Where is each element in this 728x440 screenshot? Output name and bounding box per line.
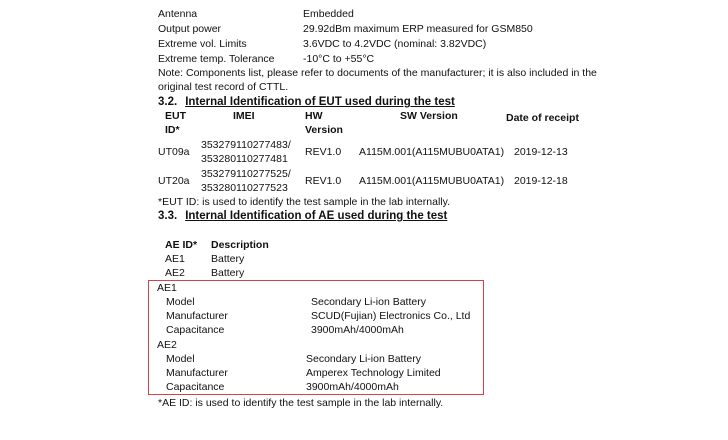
eut-row1-date: 2019-12-13 (514, 146, 568, 158)
section-number-ae: 3.3. (158, 210, 178, 222)
eut-header-hw-version: Version (305, 124, 343, 136)
ae2-model-value: Secondary Li-ion Battery (306, 353, 421, 365)
ae2-model-label: Model (166, 353, 195, 365)
eut-header-imei: IMEI (233, 110, 255, 122)
ae1-capacitance-label: Capacitance (166, 324, 225, 336)
spec-label-vol-limits: Extreme vol. Limits (158, 38, 247, 50)
ae2-capacitance-label: Capacitance (166, 381, 225, 393)
components-note-line1: Note: Components list, please refer to documents of the manufacturer; it is also included in the (158, 67, 597, 79)
ae2-capacitance-value: 3900mAh/4000mAh (306, 381, 399, 393)
ae2-manufacturer-value: Amperex Technology Limited (306, 367, 441, 379)
ae2-manufacturer-label: Manufacturer (166, 367, 228, 379)
eut-header-eut: EUT (165, 110, 186, 122)
spec-label-antenna: Antenna (158, 8, 198, 20)
section-heading-eut (158, 95, 455, 109)
eut-row1-imei2: 353280110277481 (201, 153, 288, 165)
eut-header-sw: SW Version (400, 110, 458, 122)
ae1-details-name: AE1 (157, 282, 177, 294)
eut-header-date: Date of receipt (506, 112, 579, 124)
eut-row2-imei1: 353279110277525/ (201, 168, 291, 180)
section-number-eut: 3.2. (158, 96, 178, 108)
eut-row2-id: UT20a (158, 175, 190, 187)
eut-row1-imei1: 353279110277483/ (201, 139, 291, 151)
ae1-model-label: Model (166, 296, 195, 308)
ae-row1-id: AE1 (165, 253, 185, 265)
ae1-manufacturer-value: SCUD(Fujian) Electronics Co., Ltd (311, 310, 471, 322)
spec-value-temp-tolerance: -10°C to +55°C (303, 53, 375, 65)
eut-header-id: ID* (165, 124, 180, 136)
ae-row1-desc: Battery (211, 253, 245, 265)
section-title-ae: Internal Identification of AE used during the test (185, 210, 448, 222)
section-title-eut: Internal Identification of EUT used during the test (185, 96, 455, 108)
components-note-line2: original test record of CTTL. (158, 81, 289, 93)
ae1-model-value: Secondary Li-ion Battery (311, 296, 426, 308)
ae-header-id: AE ID* (165, 239, 198, 251)
ae-row2-desc: Battery (211, 267, 245, 279)
eut-row2-imei2: 353280110277523 (201, 182, 288, 194)
eut-row1-hw: REV1.0 (305, 146, 342, 158)
ae-footnote: *AE ID: is used to identify the test sample in the lab internally. (158, 397, 444, 409)
ae-row2-id: AE2 (165, 267, 185, 279)
eut-row2-hw: REV1.0 (305, 175, 342, 187)
eut-row1-id: UT09a (158, 146, 190, 158)
ae1-capacitance-value: 3900mAh/4000mAh (311, 324, 404, 336)
eut-row1-sw: A115M.001(A115MUBU0ATA1) (359, 146, 505, 158)
ae2-details-name: AE2 (157, 339, 177, 351)
spec-label-temp-tolerance: Extreme temp. Tolerance (158, 53, 275, 65)
eut-row2-sw: A115M.001(A115MUBU0ATA1) (359, 175, 505, 187)
spec-value-output-power: 29.92dBm maximum ERP measured for GSM850 (303, 23, 533, 35)
spec-label-output-power: Output power (158, 23, 222, 35)
eut-header-hw: HW (305, 110, 323, 122)
spec-value-antenna: Embedded (303, 8, 354, 20)
eut-footnote: *EUT ID: is used to identify the test sample in the lab internally. (158, 196, 451, 208)
ae-header-description: Description (211, 239, 269, 251)
ae1-manufacturer-label: Manufacturer (166, 310, 228, 322)
section-heading-ae (158, 209, 447, 223)
eut-row2-date: 2019-12-18 (514, 175, 568, 187)
spec-value-vol-limits: 3.6VDC to 4.2VDC (nominal: 3.82VDC) (303, 38, 487, 50)
